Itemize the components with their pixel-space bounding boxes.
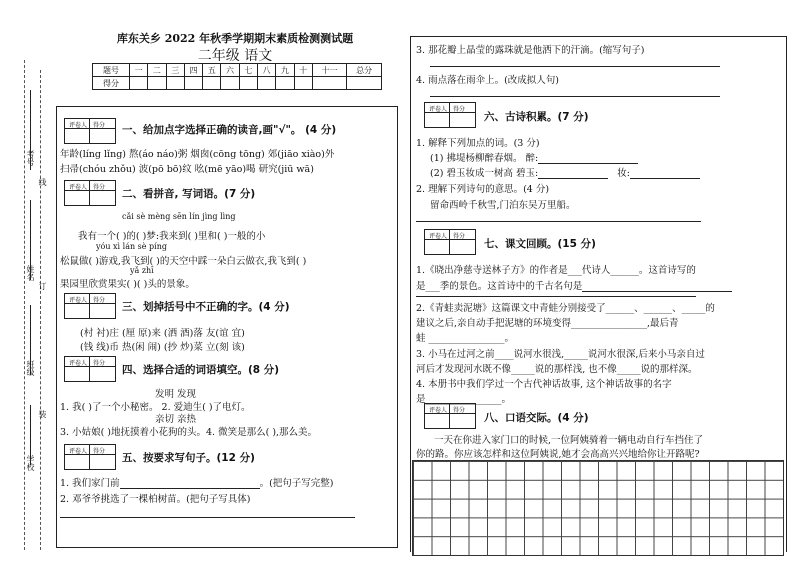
table-cell: 得分 bbox=[93, 77, 130, 90]
table-cell: 五 bbox=[203, 64, 221, 77]
s2-line-3[interactable]: 果园里欣赏果实( )( )头的景象。 bbox=[60, 279, 195, 290]
label-ding: 订 bbox=[38, 282, 47, 290]
section-2-title: 二、看拼音, 写词语。(7 分) bbox=[122, 188, 256, 200]
s1-line-1[interactable]: 年龄(líng lǐng) 熬(áo náo)粥 烟囱(cōng tōng) 郊(jiāo xiào)外 bbox=[60, 149, 335, 160]
score-cell[interactable] bbox=[239, 77, 257, 90]
answer-line[interactable] bbox=[430, 96, 720, 97]
s6-line-3[interactable] bbox=[430, 165, 700, 179]
s7-line-8[interactable]: 4. 本册书中我们学过一个古代神话故事, 这个神话故事的名字 bbox=[416, 379, 672, 390]
table-cell: 九 bbox=[276, 64, 294, 77]
s6-line-1: 1. 解释下列加点的词。(3 分) bbox=[416, 138, 540, 149]
score-table bbox=[92, 63, 382, 90]
label-kaohao: 考号 bbox=[26, 150, 35, 166]
table-cell: 七 bbox=[239, 64, 257, 77]
score-cell[interactable] bbox=[294, 77, 312, 90]
s6-line-3-label: 妆: bbox=[617, 168, 630, 179]
school-underline[interactable] bbox=[30, 405, 32, 465]
s7-line-2-text: 是___季的景色。这首诗中的千古名句是 bbox=[416, 281, 583, 292]
s4-word-bank-2: 亲切 亲热 bbox=[155, 414, 197, 425]
grader-badge: 评卷人 得分 bbox=[64, 118, 116, 144]
section-4-title: 四、选择合适的词语填空。(8 分) bbox=[122, 364, 280, 376]
s5-line-1-text: 1. 我们家门前 bbox=[60, 478, 120, 489]
label-xian: 线 bbox=[38, 178, 47, 186]
s7-line-6[interactable]: 3. 小马在过河之前____说河水很浅,_____说河水很深,后来小马亲自过 bbox=[416, 349, 705, 360]
section-3-title: 三、划掉括号中不正确的字。(4 分) bbox=[122, 301, 290, 313]
right-column-border-top bbox=[410, 36, 786, 37]
s8-line-2: 你的路。你应该怎样和这位阿姨说,她才会高高兴兴地给你让开路呢? bbox=[416, 449, 700, 460]
answer-line[interactable] bbox=[416, 296, 696, 297]
answer-blank[interactable] bbox=[538, 153, 638, 164]
section-8-title: 八、口语交际。(4 分) bbox=[484, 412, 589, 424]
table-cell: 六 bbox=[221, 64, 239, 77]
s4-word-bank-1: 发明 发现 bbox=[155, 389, 197, 400]
section-7-title: 七、课文回顾。(15 分) bbox=[484, 238, 596, 250]
s3-line-1[interactable]: (村 衬)庄 (厘 原)来 (洒 酒)落 友(谊 宜) bbox=[80, 328, 245, 339]
score-cell[interactable] bbox=[276, 77, 294, 90]
s7-line-2[interactable] bbox=[416, 278, 732, 292]
s2-line-1[interactable]: 我有一个( )的( )梦:我来到( )里和( )一般的小 bbox=[78, 231, 266, 242]
label-banji: 班级 bbox=[26, 360, 35, 376]
score-cell[interactable] bbox=[312, 77, 347, 90]
score-cell[interactable] bbox=[184, 77, 202, 90]
score-table-header-row bbox=[93, 64, 382, 77]
answer-line[interactable] bbox=[430, 66, 720, 67]
r-line-2[interactable]: 4. 雨点落在雨伞上。(改成拟人句) bbox=[416, 75, 559, 86]
s6-line-3-text: (2) 碧玉妆成一树高 碧玉: bbox=[430, 168, 539, 179]
s1-line-2[interactable]: 扫帚(chóu zhǒu) 波(pō bō)纹 吆(mē yāo)喝 研究(jiū wā) bbox=[60, 164, 314, 175]
label-xingming: 姓名 bbox=[26, 265, 35, 281]
s7-line-7[interactable]: 河后才发现河水既不像_____说的那样浅, 也不像_____说的那样深。 bbox=[416, 364, 698, 375]
answer-line[interactable] bbox=[60, 517, 355, 518]
s2-line-2[interactable]: 松鼠做( )游戏,我飞到( )的天空中踩一朵白云做衣,我飞到( ) bbox=[60, 256, 307, 267]
answer-blank[interactable] bbox=[538, 168, 608, 179]
grader-badge: 评卷人 得分 bbox=[64, 356, 116, 382]
right-column-border-right bbox=[786, 36, 788, 552]
table-cell: 十一 bbox=[312, 64, 347, 77]
table-cell: 一 bbox=[130, 64, 148, 77]
grader-badge: 评卷人 得分 bbox=[64, 293, 116, 319]
grader-badge: 评卷人 得分 bbox=[424, 229, 476, 255]
score-cell[interactable] bbox=[257, 77, 275, 90]
answer-blank[interactable] bbox=[582, 281, 732, 292]
binding-dashed-line bbox=[40, 70, 41, 550]
table-cell: 八 bbox=[257, 64, 275, 77]
grader-badge: 评卷人 得分 bbox=[424, 102, 476, 128]
s4-line-1[interactable]: 1. 我( )了一个小秘密。 2. 爱迪生( )了电灯。 bbox=[60, 402, 251, 413]
s5-line-2[interactable]: 2. 邓爷爷挑选了一棵柏树苗。(把句子写具体) bbox=[60, 494, 251, 505]
s4-line-2[interactable]: 3. 小姑娘( )地抚摸着小花狗的头。4. 微笑是那么( ),那么美。 bbox=[60, 427, 318, 438]
table-cell: 二 bbox=[148, 64, 166, 77]
s7-line-9[interactable]: 是________________。 bbox=[416, 394, 512, 405]
s7-line-4[interactable]: 建议之后,亲自动手把泥塘的环境变得________________,最后青 bbox=[416, 318, 679, 329]
table-cell: 四 bbox=[184, 64, 202, 77]
section-6-title: 六、古诗积累。(7 分) bbox=[484, 111, 589, 123]
s2-pinyin-1: cǎi sè mèng sēn lín jìng lìng bbox=[122, 212, 236, 221]
table-cell: 十 bbox=[294, 64, 312, 77]
s3-line-2[interactable]: (钱 线)币 热(闲 闹) (抄 炒)菜 立(刻 该) bbox=[80, 342, 245, 353]
s6-line-5: 留命西岭千秋雪,门泊东吴万里船。 bbox=[430, 200, 576, 211]
s5-line-1-hint: 。(把句子写完整) bbox=[259, 478, 334, 489]
answer-blank[interactable] bbox=[630, 168, 700, 179]
grader-badge: 评卷人 得分 bbox=[64, 444, 116, 470]
name-underline[interactable] bbox=[30, 200, 32, 280]
writing-grid[interactable] bbox=[412, 460, 784, 556]
answer-line[interactable] bbox=[416, 221, 701, 222]
label-xuexiao: 学校 bbox=[26, 455, 35, 471]
score-cell[interactable] bbox=[221, 77, 239, 90]
section-1-title: 一、给加点字选择正确的读音,画"√"。 (4 分) bbox=[122, 124, 337, 136]
s8-line-1: 一天在你进入家门口的时候,一位阿姨骑着一辆电动自行车挡住了 bbox=[434, 435, 704, 446]
s6-line-2[interactable] bbox=[430, 150, 638, 164]
r-line-1[interactable]: 3. 那花瓣上晶莹的露珠就是他洒下的汗滴。(缩写句子) bbox=[416, 45, 645, 56]
s6-line-4: 2. 理解下列诗句的意思。(4 分) bbox=[416, 184, 550, 195]
grader-badge: 评卷人 得分 bbox=[64, 180, 116, 206]
section-5-title: 五、按要求写句子。(12 分) bbox=[122, 452, 255, 464]
binding-dashed-line-2 bbox=[24, 60, 25, 550]
score-cell[interactable] bbox=[203, 77, 221, 90]
score-table-score-row bbox=[93, 77, 382, 90]
page-title: 库东关乡 2022 年秋季学期期末素质检测测试题 bbox=[116, 32, 354, 45]
label-zhuang: 装 bbox=[38, 410, 47, 418]
s7-line-5[interactable]: 蛙 ________________。 bbox=[416, 333, 515, 344]
grader-badge: 评卷人 得分 bbox=[424, 403, 476, 429]
score-cell[interactable] bbox=[130, 77, 148, 90]
kaohao-underline[interactable] bbox=[30, 90, 32, 170]
table-cell: 题号 bbox=[93, 64, 130, 77]
score-cell[interactable] bbox=[347, 77, 382, 90]
score-cell[interactable] bbox=[148, 77, 166, 90]
s7-line-3[interactable]: 2.《青蛙卖泥塘》这篇课文中青蛙分别接受了______、______、_____的 bbox=[416, 303, 715, 314]
class-underline[interactable] bbox=[30, 305, 32, 375]
page-subtitle: 二年级 语文 bbox=[197, 48, 273, 64]
s2-pinyin-3: yǎ zhī bbox=[130, 266, 154, 275]
s5-line-1[interactable] bbox=[60, 475, 334, 489]
s7-line-1[interactable]: 1.《晓出净慈寺送林子方》的作者是___代诗人______。这首诗写的 bbox=[416, 265, 696, 276]
s6-line-2-text: (1) 拂堤杨柳醉春烟。 醉: bbox=[430, 153, 539, 164]
table-cell: 三 bbox=[166, 64, 184, 77]
answer-blank[interactable] bbox=[120, 478, 260, 489]
score-cell[interactable] bbox=[166, 77, 184, 90]
s2-pinyin-2: yóu xì lán sè píng bbox=[96, 242, 168, 251]
table-cell: 总分 bbox=[347, 64, 382, 77]
